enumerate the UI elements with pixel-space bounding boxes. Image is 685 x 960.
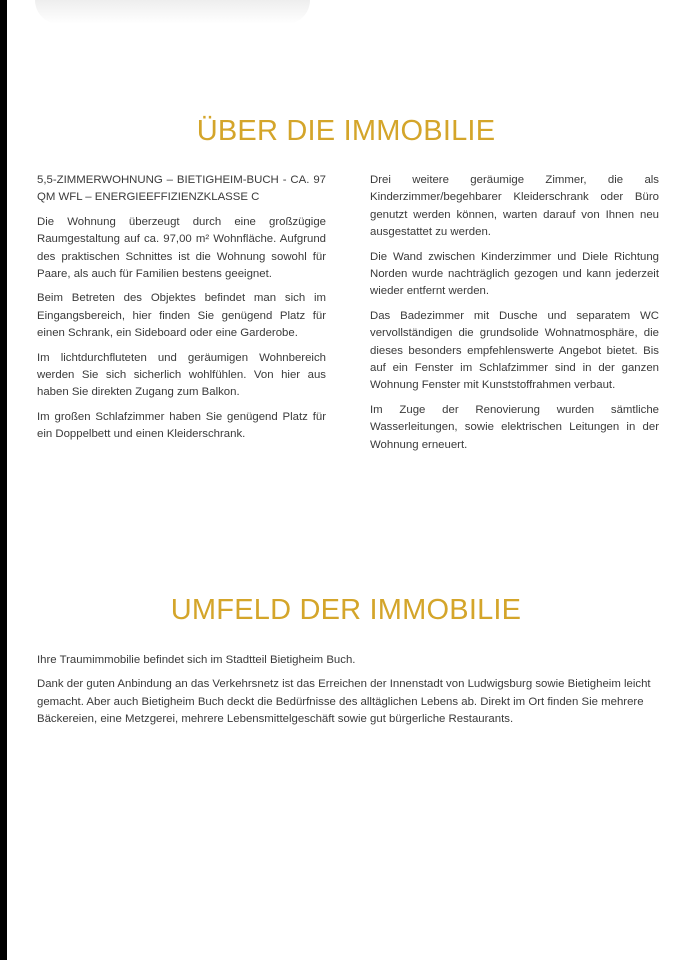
surroundings-text xyxy=(37,652,659,736)
about-left-paragraph: Im großen Schlafzimmer haben Sie genügend Platz für ein Doppelbett und einen Kleiderschrank. xyxy=(37,410,326,441)
about-right-paragraph: Drei weitere geräumige Zimmer, die als Kinderzimmer/begehbarer Kleiderschrank oder Büro genutzt werden können, warten darauf von Ihnen neu ausgestattet zu werden. xyxy=(370,174,659,239)
left-edge-bar xyxy=(0,0,7,960)
section-title-about: ÜBER DIE IMMOBILIE xyxy=(196,115,496,147)
surroundings-paragraph: Ihre Traumimmobilie befindet sich im Stadtteil Bietigheim Buch. xyxy=(37,654,356,666)
about-left-paragraph: Die Wohnung überzeugt durch eine großzügige Raumgestaltung auf ca. 97,00 m² Wohnfläche. Aufgrund des praktischen Schnittes ist die Wohnung sowohl für Paare, als auch für Familien bestens geeignet. xyxy=(37,215,326,281)
top-shadow xyxy=(35,0,310,24)
about-right-paragraph: Die Wand zwischen Kinderzimmer und Diele Richtung Norden wurde nachträglich gezogen und kann jederzeit wieder entfernt werden. xyxy=(370,250,659,298)
about-right-column xyxy=(370,172,659,461)
section-title-surroundings: UMFELD DER IMMOBILIE xyxy=(170,594,522,626)
about-left-paragraph: Im lichtdurchfluteten und geräumigen Wohnbereich werden Sie sich sicherlich wohlfühlen. Von hier aus haben Sie direkten Zugang zum Balkon. xyxy=(37,351,326,399)
about-left-column xyxy=(37,172,326,451)
surroundings-paragraph: Dank der guten Anbindung an das Verkehrsnetz ist das Erreichen der Innenstadt von Ludwigsburg sowie Bietigheim leicht gemacht. Aber auch Bietigheim Buch deckt die Bedürfnisse des alltäglichen Lebens ab. Direkt im Ort finden Sie mehrere Bäckereien, eine Metzgerei, mehrere Lebensmittelgeschäft sowie gut bürgerliche Restaurants. xyxy=(37,678,651,726)
about-right-paragraph: Im Zuge der Renovierung wurden sämtliche Wasserleitungen, sowie elektrischen Leitungen in der Wohnung erneuert. xyxy=(370,403,659,451)
about-right-paragraph: Das Badezimmer mit Dusche und separatem WC vervollständigen die grundsolide Wohnatmosphäre, die dieses besonders empfehlenswerte Angebot bietet. Bis auf ein Fenster im Schlafzimmer sind in der ganzen Wohnung Fenster mit Kunststoffrahmen verbaut. xyxy=(370,309,659,392)
about-left-paragraph: Beim Betreten des Objektes befindet man sich im Eingangsbereich, hier finden Sie genügend Platz für einen Schrank, ein Sideboard oder eine Garderobe. xyxy=(37,292,326,340)
about-left-paragraph: 5,5-ZIMMERWOHNUNG – BIETIGHEIM-BUCH - CA. 97 QM WFL – ENERGIEEFFIZIENZKLASSE C xyxy=(37,174,326,204)
